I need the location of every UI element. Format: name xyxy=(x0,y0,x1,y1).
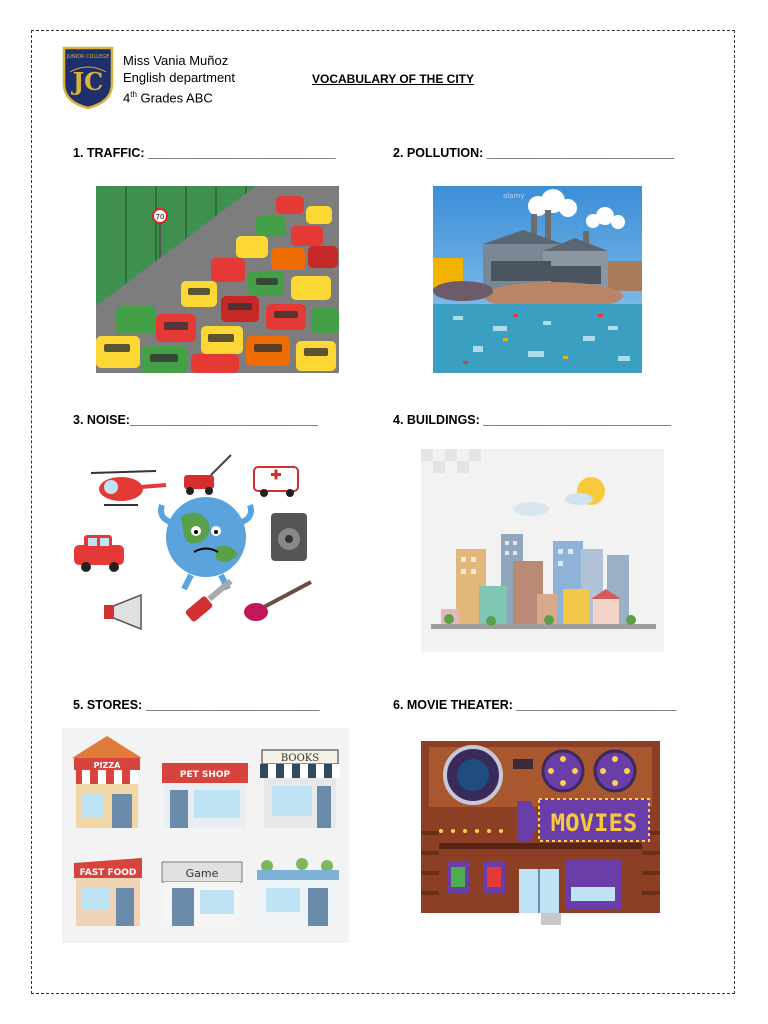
logo-text: JUNIOR COLLEGE xyxy=(66,54,110,60)
pet-shop-icon xyxy=(162,763,248,828)
fast-food-icon xyxy=(74,858,142,926)
books-sign: BOOKS xyxy=(280,753,320,764)
traffic-jam-image xyxy=(96,186,339,373)
teacher-info xyxy=(123,52,235,106)
speed-sign-text: 70 xyxy=(155,213,165,221)
buildings-image xyxy=(421,449,664,652)
teacher-name: Miss Vania Muñoz xyxy=(123,53,229,68)
page-title: VOCABULARY OF THE CITY xyxy=(312,72,475,86)
department: English department xyxy=(123,70,236,85)
item-label-movie-theater: 6. MOVIE THEATER: _______________________ xyxy=(393,698,677,712)
movie-theater-image xyxy=(421,741,660,925)
pet-shop-sign: PET SHOP xyxy=(179,770,231,780)
grade-line: 4th Grades ABC xyxy=(123,90,213,106)
item-label-noise: 3. NOISE:___________________________ xyxy=(73,413,318,427)
item-label-traffic: 1. TRAFFIC: ___________________________ xyxy=(73,146,336,160)
watermark-text: alamy xyxy=(503,192,525,200)
fast-food-sign: FAST FOOD xyxy=(79,868,137,878)
pollution-image xyxy=(433,186,642,373)
noise-image xyxy=(66,447,337,638)
stores-image xyxy=(62,728,349,943)
movies-marquee: MOVIES xyxy=(550,809,638,837)
game-sign: Game xyxy=(185,867,219,880)
logo-initials: JC xyxy=(72,67,104,96)
school-logo xyxy=(60,44,116,110)
item-label-pollution: 2. POLLUTION: ___________________________ xyxy=(393,146,675,160)
pizza-sign: PIZZA xyxy=(93,761,121,770)
item-label-buildings: 4. BUILDINGS: ___________________________ xyxy=(393,413,671,427)
speaker-icon xyxy=(271,513,307,561)
shop-icon xyxy=(257,858,339,926)
bookstore-icon xyxy=(260,750,340,828)
item-label-stores: 5. STORES: _________________________ xyxy=(73,698,320,712)
game-store-icon xyxy=(162,862,242,926)
